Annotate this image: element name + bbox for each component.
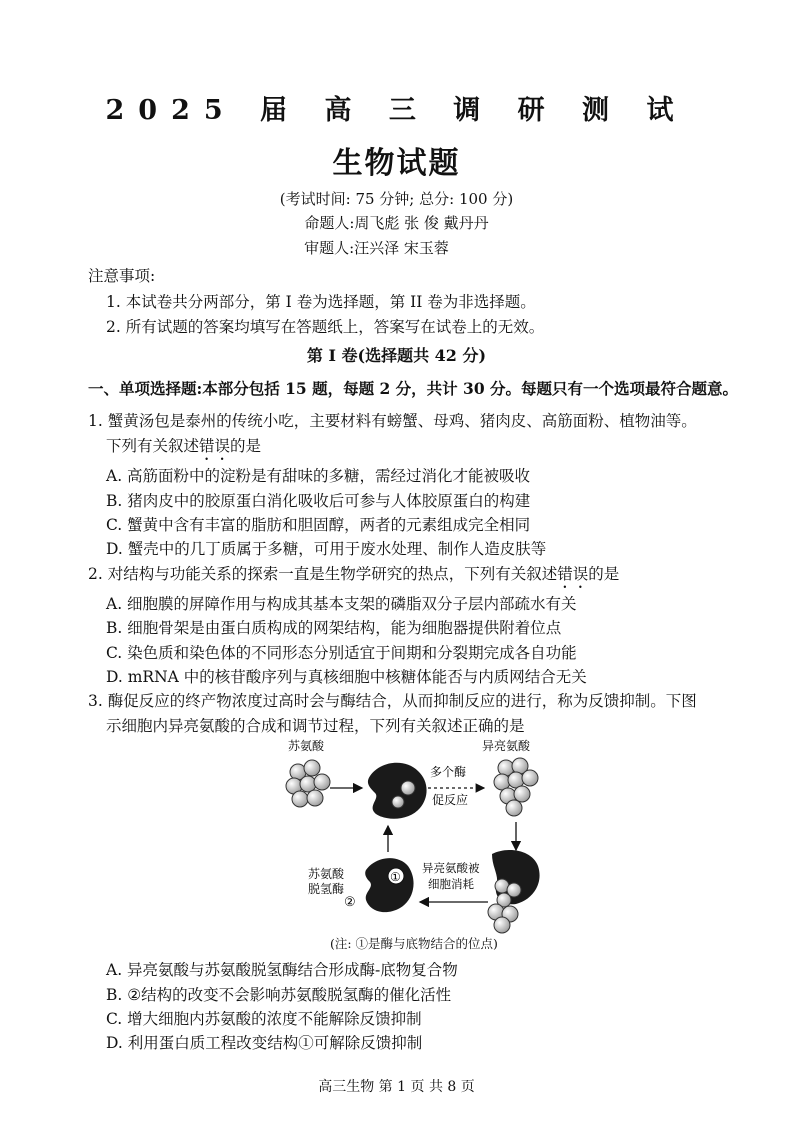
option: D. 蟹壳中的几丁质属于多糖，可用于废水处理、制作人造皮肤等 bbox=[106, 540, 547, 558]
option: C. 蟹黄中含有丰富的脂肪和胆固醇，两者的元素组成完全相同 bbox=[106, 516, 531, 534]
option: C. 染色质和染色体的不同形态分别适宜于间期和分裂期完成各自功能 bbox=[106, 644, 577, 662]
label-consumed: 细胞消耗 bbox=[428, 877, 474, 891]
marker-2: ② bbox=[344, 895, 356, 910]
label-consumed: 异亮氨酸被 bbox=[422, 861, 480, 875]
page-footer: 高三生物 第 1 页 共 8 页 bbox=[318, 1079, 475, 1095]
notice-item: 1. 本试卷共分两部分，第 I 卷为选择题，第 II 卷为非选择题。 bbox=[106, 293, 536, 311]
label-promote: 促反应 bbox=[432, 793, 469, 807]
stem-text: 2. 对结构与功能关系的探索一直是生物学研究的热点，下列有关叙述 bbox=[88, 565, 558, 583]
feedback-inhibition-figure bbox=[270, 736, 570, 936]
section-heading: 一、单项选择题:本部分包括 15 题，每题 2 分，共计 30 分。每题只有一个选项最符合题意。 bbox=[88, 379, 739, 398]
option: B. 细胞骨架是由蛋白质构成的网架结构，能为细胞器提供附着位点 bbox=[106, 619, 562, 637]
stem-text: 的是 bbox=[588, 565, 620, 583]
question-stem: 1. 蟹黄汤包是泰州的传统小吃，主要材料有螃蟹、母鸡、猪肉皮、高筋面粉、植物油等。 bbox=[88, 412, 697, 430]
label-threonine: 苏氨酸 bbox=[288, 739, 325, 753]
exam-title: 2025 届 高 三 调 研 测 试 bbox=[105, 95, 688, 126]
option: D. 利用蛋白质工程改变结构①可解除反馈抑制 bbox=[106, 1034, 423, 1052]
question-stem: 示细胞内异亮氨酸的合成和调节过程，下列有关叙述正确的是 bbox=[106, 717, 525, 735]
reviewers: 审题人:汪兴泽 宋玉蓉 bbox=[304, 239, 449, 257]
label-isoleucine: 异亮氨酸 bbox=[482, 739, 531, 753]
option: A. 细胞膜的屏障作用与构成其基本支架的磷脂双分子层内部疏水有关 bbox=[106, 595, 577, 613]
isoleucine-bound bbox=[488, 879, 521, 933]
option: D. mRNA 中的核苷酸序列与真核细胞中核糖体能否与内质网结合无关 bbox=[106, 668, 587, 686]
option: B. 猪肉皮中的胶原蛋白消化吸收后可参与人体胶原蛋白的构建 bbox=[106, 492, 531, 510]
active-site bbox=[401, 781, 415, 795]
isoleucine-molecule bbox=[494, 758, 538, 816]
label-multi-enzyme: 多个酶 bbox=[430, 765, 467, 779]
enzyme-shape bbox=[368, 763, 427, 819]
setters: 命题人:周飞彪 张 俊 戴丹丹 bbox=[304, 214, 489, 232]
stem-text: 的是 bbox=[230, 437, 262, 455]
question-stem bbox=[106, 434, 261, 464]
marker-1: ① bbox=[390, 870, 401, 884]
question-stem bbox=[88, 562, 619, 592]
subject-title: 生物试题 bbox=[332, 146, 461, 181]
question-stem: 3. 酶促反应的终产物浓度过高时会与酶结合，从而抑制反应的进行，称为反馈抑制。下图 bbox=[88, 692, 697, 710]
emphasis-text: 错误 bbox=[557, 565, 589, 583]
figure-caption: (注: ①是酶与底物结合的位点) bbox=[330, 936, 498, 951]
threonine-molecule bbox=[286, 760, 330, 807]
notice-item: 2. 所有试题的答案均填写在答题纸上，答案写在试卷上的无效。 bbox=[106, 318, 545, 336]
stem-text: 下列有关叙述 bbox=[106, 437, 200, 455]
option: B. ②结构的改变不会影响苏氨酸脱氢酶的催化活性 bbox=[106, 986, 452, 1004]
part-title: 第 I 卷(选择题共 42 分) bbox=[306, 346, 487, 365]
emphasis-text: 错误 bbox=[199, 437, 231, 455]
label-enzyme: 苏氨酸 bbox=[308, 867, 345, 881]
active-site bbox=[392, 796, 404, 808]
notice-heading: 注意事项: bbox=[88, 267, 156, 285]
enzyme-shape bbox=[365, 858, 413, 912]
option: C. 增大细胞内苏氨酸的浓度不能解除反馈抑制 bbox=[106, 1010, 422, 1028]
label-enzyme: 脱氢酶 bbox=[308, 882, 345, 896]
option: A. 高筋面粉中的淀粉是有甜味的多糖，需经过消化才能被吸收 bbox=[106, 467, 531, 485]
option: A. 异亮氨酸与苏氨酸脱氢酶结合形成酶-底物复合物 bbox=[106, 961, 458, 979]
exam-info: (考试时间: 75 分钟; 总分: 100 分) bbox=[279, 190, 514, 208]
